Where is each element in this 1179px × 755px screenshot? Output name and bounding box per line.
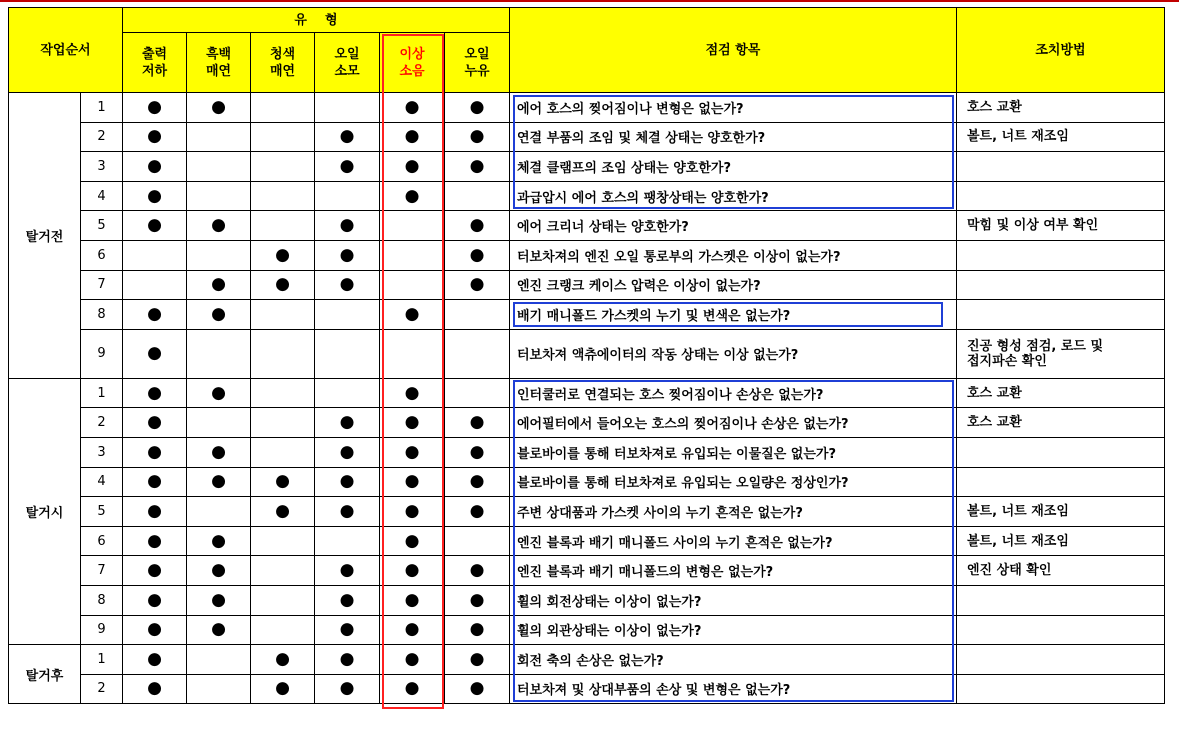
check-item-text: 체결 클램프의 조임 상태는 양호한가? [510, 152, 957, 182]
action-text: 호스 교환 [957, 408, 1165, 438]
type-mark-cell [315, 181, 380, 211]
mark-dot: ● [123, 556, 187, 586]
action-text: 막힘 및 이상 여부 확인 [957, 211, 1165, 241]
header-work-order: 작업순서 [9, 8, 123, 93]
mark-dot: ● [187, 467, 251, 497]
type-mark-cell [251, 152, 315, 182]
type-mark-cell [380, 329, 445, 378]
header-type-4: 오일 소모 [315, 33, 380, 93]
mark-dot: ● [380, 674, 445, 704]
mark-dot: ● [123, 152, 187, 182]
mark-dot: ● [445, 645, 510, 675]
action-text: 진공 형성 점검, 로드 및 접지파손 확인 [957, 329, 1165, 378]
header-type-1: 출력 저하 [123, 33, 187, 93]
action-text [957, 645, 1165, 675]
mark-dot: ● [445, 556, 510, 586]
mark-dot: ● [251, 270, 315, 300]
check-item-text: 터보차져 및 상대부품의 손상 및 변형은 없는가? [510, 674, 957, 704]
table-row [9, 408, 1165, 438]
mark-dot: ● [315, 674, 380, 704]
mark-dot: ● [380, 300, 445, 330]
mark-dot: ● [123, 211, 187, 241]
table-row [9, 300, 1165, 330]
mark-dot: ● [187, 300, 251, 330]
row-number: 2 [81, 122, 123, 152]
mark-dot: ● [380, 181, 445, 211]
row-number: 9 [81, 615, 123, 645]
type-mark-cell [123, 270, 187, 300]
action-text: 호스 교환 [957, 93, 1165, 123]
type-mark-cell [187, 497, 251, 527]
row-number: 2 [81, 674, 123, 704]
action-text [957, 674, 1165, 704]
type-mark-cell [380, 270, 445, 300]
table-row [9, 497, 1165, 527]
mark-dot: ● [187, 585, 251, 615]
type-mark-cell [187, 181, 251, 211]
type-mark-cell [251, 585, 315, 615]
table-row [9, 585, 1165, 615]
header-check-item: 점검 항목 [510, 8, 957, 93]
check-item-text: 휠의 외관상태는 이상이 없는가? [510, 615, 957, 645]
row-number: 4 [81, 181, 123, 211]
mark-dot: ● [380, 378, 445, 408]
action-text: 호스 교환 [957, 378, 1165, 408]
row-number: 2 [81, 408, 123, 438]
action-text: 볼트, 너트 재조임 [957, 497, 1165, 527]
type-mark-cell [187, 240, 251, 270]
row-number: 3 [81, 437, 123, 467]
group-label: 탈거후 [9, 645, 81, 704]
header-type-5: 이상 소음 [380, 33, 445, 93]
mark-dot: ● [123, 467, 187, 497]
group-label: 탈거시 [9, 378, 81, 644]
mark-dot: ● [380, 526, 445, 556]
top-rule [0, 0, 1179, 2]
mark-dot: ● [315, 270, 380, 300]
check-item-text: 블로바이를 통해 터보차져로 유입되는 오일량은 정상인가? [510, 467, 957, 497]
mark-dot: ● [315, 615, 380, 645]
check-item-text: 엔진 블록과 배기 매니폴드의 변형은 없는가? [510, 556, 957, 586]
table-row [9, 152, 1165, 182]
mark-dot: ● [445, 93, 510, 123]
mark-dot: ● [123, 674, 187, 704]
mark-dot: ● [445, 270, 510, 300]
check-item-text: 과급압시 에어 호스의 팽창상태는 양호한가? [510, 181, 957, 211]
header-type-group: 유 형 [123, 8, 510, 33]
action-text [957, 270, 1165, 300]
type-mark-cell [251, 122, 315, 152]
mark-dot: ● [445, 240, 510, 270]
mark-dot: ● [123, 122, 187, 152]
type-mark-cell [315, 300, 380, 330]
header-type-3: 청색 매연 [251, 33, 315, 93]
mark-dot: ● [123, 378, 187, 408]
type-mark-cell [251, 93, 315, 123]
table-row [9, 674, 1165, 704]
mark-dot: ● [380, 152, 445, 182]
row-number: 8 [81, 300, 123, 330]
type-mark-cell [445, 300, 510, 330]
row-number: 3 [81, 152, 123, 182]
row-number: 5 [81, 497, 123, 527]
type-mark-cell [380, 211, 445, 241]
check-item-text: 회전 축의 손상은 없는가? [510, 645, 957, 675]
group-label: 탈거전 [9, 93, 81, 379]
header-action: 조치방법 [957, 8, 1165, 93]
inspection-table [8, 7, 1165, 704]
mark-dot: ● [445, 615, 510, 645]
type-mark-cell [251, 211, 315, 241]
type-mark-cell [251, 437, 315, 467]
mark-dot: ● [187, 437, 251, 467]
check-item-text: 휠의 회전상태는 이상이 없는가? [510, 585, 957, 615]
mark-dot: ● [123, 300, 187, 330]
mark-dot: ● [123, 585, 187, 615]
mark-dot: ● [315, 585, 380, 615]
mark-dot: ● [315, 645, 380, 675]
mark-dot: ● [123, 329, 187, 378]
mark-dot: ● [251, 497, 315, 527]
header-type-6: 오일 누유 [445, 33, 510, 93]
mark-dot: ● [187, 211, 251, 241]
row-number: 7 [81, 556, 123, 586]
row-number: 1 [81, 645, 123, 675]
type-mark-cell [251, 408, 315, 438]
mark-dot: ● [251, 240, 315, 270]
mark-dot: ● [315, 497, 380, 527]
type-mark-cell [445, 378, 510, 408]
type-mark-cell [380, 240, 445, 270]
table-row [9, 122, 1165, 152]
check-item-text: 연결 부품의 조임 및 체결 상태는 양호한가? [510, 122, 957, 152]
row-number: 1 [81, 93, 123, 123]
mark-dot: ● [315, 437, 380, 467]
table-header [9, 8, 1165, 93]
type-mark-cell [315, 329, 380, 378]
mark-dot: ● [380, 556, 445, 586]
type-mark-cell [187, 329, 251, 378]
mark-dot: ● [187, 615, 251, 645]
type-mark-cell [251, 526, 315, 556]
mark-dot: ● [445, 497, 510, 527]
mark-dot: ● [251, 645, 315, 675]
mark-dot: ● [187, 526, 251, 556]
mark-dot: ● [315, 467, 380, 497]
check-item-text: 터보차져의 엔진 오일 통로부의 가스켓은 이상이 없는가? [510, 240, 957, 270]
mark-dot: ● [123, 645, 187, 675]
mark-dot: ● [445, 437, 510, 467]
mark-dot: ● [251, 467, 315, 497]
check-item-text: 엔진 블록과 배기 매니폴드 사이의 누기 흔적은 없는가? [510, 526, 957, 556]
mark-dot: ● [123, 408, 187, 438]
header-type-2: 흑백 매연 [187, 33, 251, 93]
type-mark-cell [187, 152, 251, 182]
mark-dot: ● [315, 152, 380, 182]
table-row [9, 211, 1165, 241]
row-number: 1 [81, 378, 123, 408]
table-row [9, 645, 1165, 675]
mark-dot: ● [445, 467, 510, 497]
action-text [957, 300, 1165, 330]
type-mark-cell [123, 240, 187, 270]
action-text [957, 467, 1165, 497]
check-item-text: 에어필터에서 들어오는 호스의 찢어짐이나 손상은 없는가? [510, 408, 957, 438]
mark-dot: ● [380, 408, 445, 438]
type-mark-cell [187, 674, 251, 704]
type-mark-cell [251, 329, 315, 378]
table-body [9, 93, 1165, 704]
type-mark-cell [315, 378, 380, 408]
mark-dot: ● [445, 408, 510, 438]
mark-dot: ● [380, 615, 445, 645]
type-mark-cell [445, 329, 510, 378]
mark-dot: ● [315, 408, 380, 438]
mark-dot: ● [187, 93, 251, 123]
row-number: 6 [81, 526, 123, 556]
row-number: 5 [81, 211, 123, 241]
type-mark-cell [251, 300, 315, 330]
table-row [9, 93, 1165, 123]
table-row [9, 556, 1165, 586]
type-mark-cell [187, 122, 251, 152]
mark-dot: ● [445, 152, 510, 182]
check-item-text: 에어 호스의 찢어짐이나 변형은 없는가? [510, 93, 957, 123]
mark-dot: ● [123, 93, 187, 123]
mark-dot: ● [380, 467, 445, 497]
check-item-text: 블로바이를 통해 터보차져로 유입되는 이물질은 없는가? [510, 437, 957, 467]
type-mark-cell [187, 645, 251, 675]
type-mark-cell [251, 556, 315, 586]
mark-dot: ● [123, 615, 187, 645]
type-mark-cell [445, 181, 510, 211]
mark-dot: ● [380, 93, 445, 123]
action-text: 엔진 상태 확인 [957, 556, 1165, 586]
check-item-text: 엔진 크랭크 케이스 압력은 이상이 없는가? [510, 270, 957, 300]
action-text [957, 152, 1165, 182]
check-item-text: 에어 크리너 상태는 양호한가? [510, 211, 957, 241]
action-text: 볼트, 너트 재조임 [957, 526, 1165, 556]
mark-dot: ● [315, 211, 380, 241]
type-mark-cell [187, 408, 251, 438]
type-mark-cell [315, 526, 380, 556]
mark-dot: ● [380, 437, 445, 467]
table-row [9, 437, 1165, 467]
table-row [9, 526, 1165, 556]
table-row [9, 467, 1165, 497]
mark-dot: ● [187, 378, 251, 408]
table-row [9, 240, 1165, 270]
mark-dot: ● [123, 497, 187, 527]
row-number: 7 [81, 270, 123, 300]
row-number: 6 [81, 240, 123, 270]
mark-dot: ● [380, 122, 445, 152]
table-row [9, 181, 1165, 211]
mark-dot: ● [315, 122, 380, 152]
check-item-text: 인터쿨러로 연결되는 호스 찢어짐이나 손상은 없는가? [510, 378, 957, 408]
type-mark-cell [315, 93, 380, 123]
row-number: 4 [81, 467, 123, 497]
type-mark-cell [445, 526, 510, 556]
mark-dot: ● [123, 181, 187, 211]
mark-dot: ● [445, 674, 510, 704]
action-text: 볼트, 너트 재조임 [957, 122, 1165, 152]
mark-dot: ● [315, 556, 380, 586]
table-row [9, 270, 1165, 300]
action-text [957, 585, 1165, 615]
row-number: 8 [81, 585, 123, 615]
table-row [9, 329, 1165, 378]
table-row [9, 378, 1165, 408]
mark-dot: ● [380, 585, 445, 615]
action-text [957, 240, 1165, 270]
mark-dot: ● [445, 211, 510, 241]
check-item-text: 배기 매니폴드 가스켓의 누기 및 변색은 없는가? [510, 300, 957, 330]
check-item-text: 주변 상대품과 가스켓 사이의 누기 흔적은 없는가? [510, 497, 957, 527]
mark-dot: ● [445, 585, 510, 615]
action-text [957, 181, 1165, 211]
type-mark-cell [251, 181, 315, 211]
type-mark-cell [251, 615, 315, 645]
mark-dot: ● [315, 240, 380, 270]
mark-dot: ● [123, 437, 187, 467]
mark-dot: ● [380, 645, 445, 675]
table-row [9, 615, 1165, 645]
action-text [957, 437, 1165, 467]
action-text [957, 615, 1165, 645]
mark-dot: ● [187, 556, 251, 586]
check-item-text: 터보차져 액츄에이터의 작동 상태는 이상 없는가? [510, 329, 957, 378]
mark-dot: ● [445, 122, 510, 152]
mark-dot: ● [187, 270, 251, 300]
mark-dot: ● [380, 497, 445, 527]
mark-dot: ● [123, 526, 187, 556]
row-number: 9 [81, 329, 123, 378]
mark-dot: ● [251, 674, 315, 704]
type-mark-cell [251, 378, 315, 408]
